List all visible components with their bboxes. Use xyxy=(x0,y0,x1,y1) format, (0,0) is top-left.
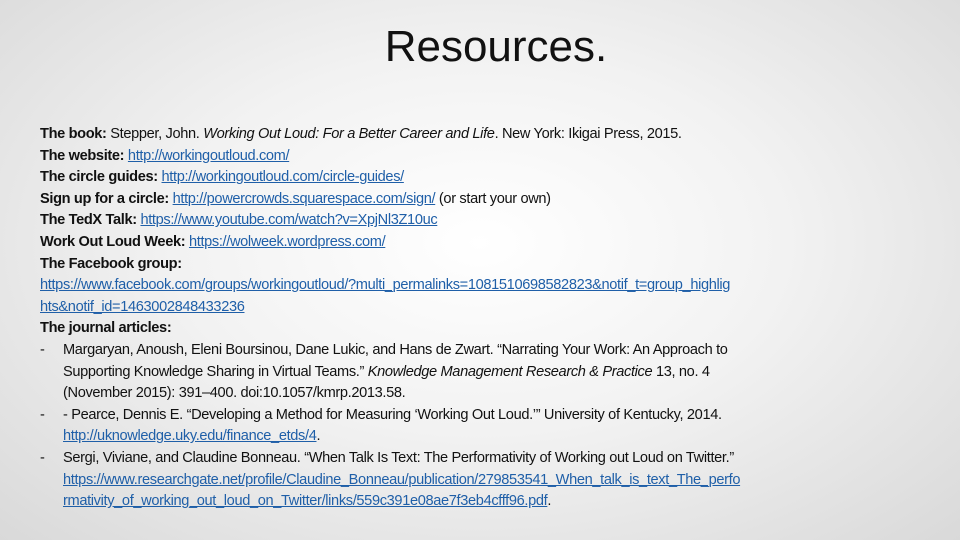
website-entry xyxy=(40,146,940,168)
facebook-link[interactable]: https://www.facebook.com/groups/workingoutloud/?multi_permalinks=1081510698582823&notif_t=group_highlig xyxy=(40,277,731,294)
wol-week-entry xyxy=(40,232,940,254)
article-text: (November 2015): 391–400. doi:10.1057/kmrp.2013.58. xyxy=(63,385,406,402)
circle-guides-link[interactable]: http://workingoutloud.com/circle-guides/ xyxy=(161,169,404,186)
circle-guides-label: The circle guides: xyxy=(40,169,158,186)
bullet-dash: - xyxy=(40,406,45,423)
article-item xyxy=(40,405,940,448)
period: . xyxy=(547,493,552,510)
signup-entry xyxy=(40,189,940,211)
facebook-link-continued[interactable]: hts&notif_id=1463002848433236 xyxy=(40,298,245,315)
article-text: 13, no. 4 xyxy=(652,363,710,380)
book-entry xyxy=(40,124,940,146)
slide-title: Resources. xyxy=(384,22,608,71)
tedx-label: The TedX Talk: xyxy=(40,212,137,229)
period: . xyxy=(316,428,321,445)
book-author: Stepper, John. xyxy=(106,126,204,142)
signup-note: (or start your own) xyxy=(435,190,551,207)
article-text: - Pearce, Dennis E. “Developing a Method for Measuring ‘Working Out Loud.’” University of Kentucky, 2014. xyxy=(63,406,722,423)
article-link-continued[interactable]: rmativity_of_working_out_loud_on_Twitter/links/559c391e08ae7f3eb4cfff96.pdf xyxy=(63,493,548,510)
circle-guides-entry xyxy=(40,167,940,189)
bullet-dash: - xyxy=(40,341,45,358)
facebook-label: The Facebook group: xyxy=(40,255,182,272)
book-title: Working Out Loud: For a Better Career and Life xyxy=(203,126,495,142)
book-publisher: . New York: Ikigai Press, 2015. xyxy=(494,126,682,142)
article-text: Supporting Knowledge Sharing in Virtual Teams.” xyxy=(63,363,368,380)
article-link[interactable]: https://www.researchgate.net/profile/Claudine_Bonneau/publication/279853541_When_talk_is_text_The_perfo xyxy=(63,471,741,488)
journal-label: The journal articles: xyxy=(40,320,172,337)
resource-list xyxy=(40,124,940,513)
article-item xyxy=(40,448,940,513)
signup-label: Sign up for a circle: xyxy=(40,190,169,207)
wol-week-link[interactable]: https://wolweek.wordpress.com/ xyxy=(188,233,386,250)
journal-name: Knowledge Management Research & Practice xyxy=(367,363,653,380)
signup-link[interactable]: http://powercrowds.squarespace.com/sign/ xyxy=(172,190,436,207)
article-item xyxy=(40,340,940,405)
website-label: The website: xyxy=(40,147,125,164)
book-label: The book: xyxy=(40,126,107,142)
article-text: Sergi, Viviane, and Claudine Bonneau. “When Talk Is Text: The Performativity of Working out Loud on Twitter.” xyxy=(63,449,734,466)
website-link[interactable]: http://workingoutloud.com/ xyxy=(127,147,290,164)
tedx-entry xyxy=(40,210,940,232)
tedx-link[interactable]: https://www.youtube.com/watch?v=XpjNl3Z10uc xyxy=(140,212,438,229)
article-link[interactable]: http://uknowledge.uky.edu/finance_etds/4 xyxy=(63,428,317,445)
wol-week-label: Work Out Loud Week: xyxy=(40,233,186,250)
article-text: Margaryan, Anoush, Eleni Boursinou, Dane Lukic, and Hans de Zwart. “Narrating Your Work: An Approach to xyxy=(63,341,728,358)
bullet-dash: - xyxy=(40,449,45,466)
